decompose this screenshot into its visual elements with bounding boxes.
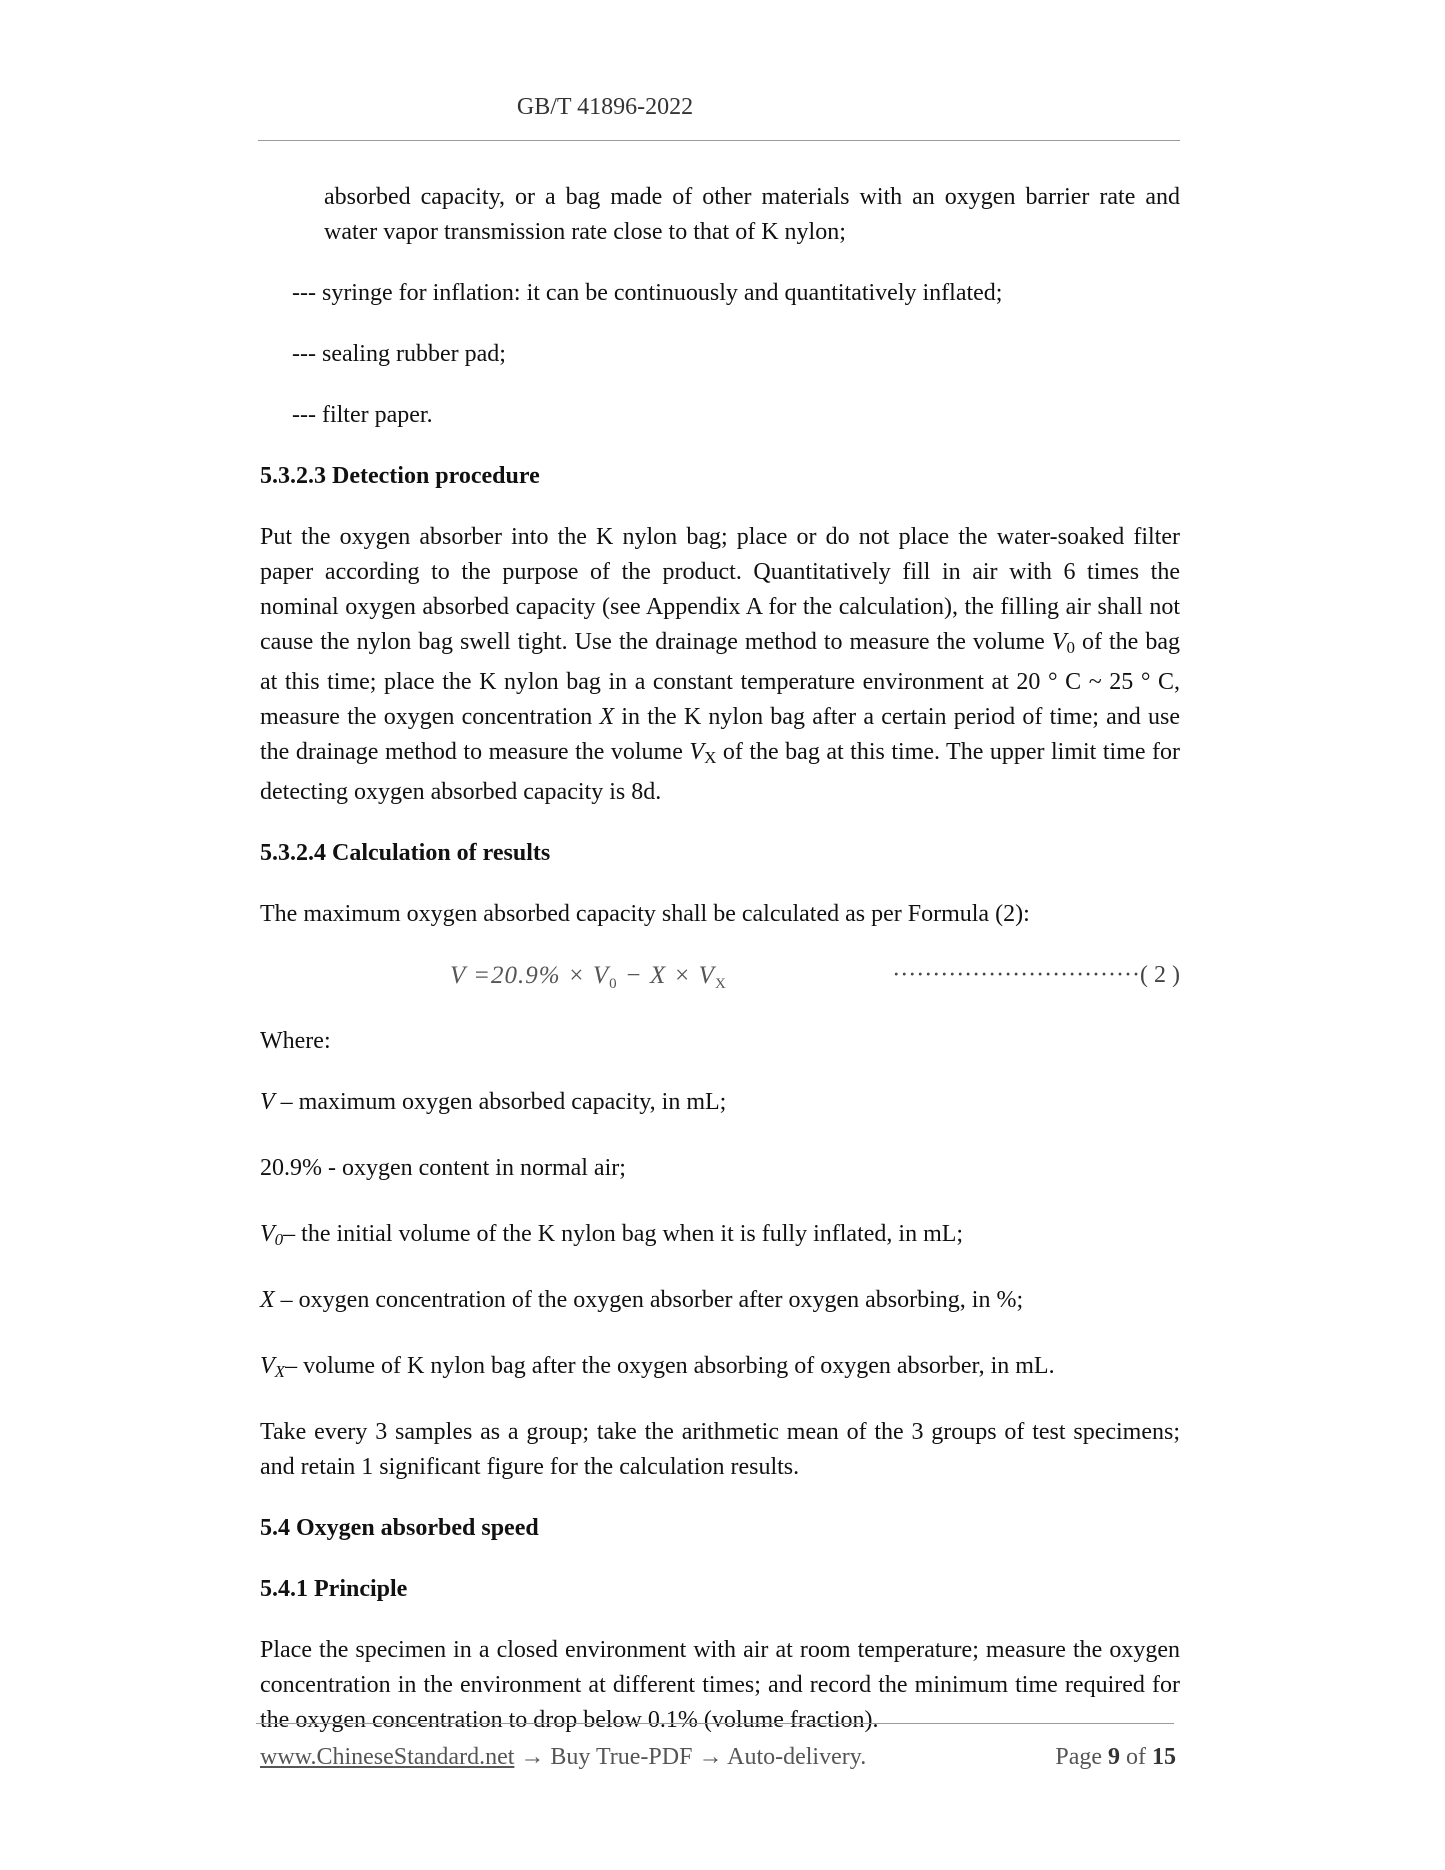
definition-item: V0– the initial volume of the K nylon bag when it is fully inflated, in mL; bbox=[260, 1221, 964, 1249]
list-item: --- syringe for inflation: it can be continuously and quantitatively inflated; bbox=[292, 280, 1003, 306]
definition-item: 20.9% - oxygen content in normal air; bbox=[260, 1155, 626, 1181]
page-header: GB/T 41896-2022 bbox=[516, 94, 694, 120]
section-heading-5-3-2-4: 5.3.2.4 Calculation of results bbox=[260, 840, 551, 866]
footer-tagline: → Buy True-PDF → Auto-delivery. bbox=[514, 1744, 867, 1770]
page-number: Page 9 of 15 bbox=[1055, 1744, 1176, 1770]
header-divider bbox=[258, 140, 1180, 141]
list-item: --- sealing rubber pad; bbox=[292, 341, 506, 367]
formula-expression: $V =20.9\% \times V_0 - X \times V_X$ bbox=[450, 962, 727, 992]
formula-2 bbox=[260, 958, 1180, 1002]
page-footer bbox=[260, 1744, 1176, 1771]
calculation-closing-text: Take every 3 samples as a group; take the arithmetic mean of the 3 groups of test specimens; and retain 1 significant figure for the calculation results. bbox=[260, 1419, 1180, 1480]
document-body bbox=[260, 180, 1180, 1764]
section-heading-5-3-2-3: 5.3.2.3 Detection procedure bbox=[260, 463, 540, 489]
continuation-text: absorbed capacity, or a bag made of other materials with an oxygen barrier rate and water vapor transmission rate close to that of K nylon; bbox=[324, 184, 1180, 245]
formula-number: ·······························( 2 ) bbox=[892, 962, 1180, 988]
definition-item: V – maximum oxygen absorbed capacity, in mL; bbox=[260, 1089, 727, 1115]
formula-intro: The maximum oxygen absorbed capacity shall be calculated as per Formula (2): bbox=[260, 901, 1030, 927]
detection-procedure-text: Put the oxygen absorber into the K nylon bag; place or do not place the water-soaked filter paper according to the purpose of the product. Quantitatively fill in air with 6 times the nominal oxygen absorbed capacity (see Appendix A for the calculation), the filling air shall not cause the nylon bag swell tight. Use the drainage method to measure the volume V0 of the bag at this time; place the K nylon bag in a constant temperature environment at 20 ° C ~ 25 ° C, measure the oxygen concentration X in the K nylon bag after a certain period of time; and use the drainage method to measure the volume VX of the bag at this time. The upper limit time for detecting oxygen absorbed capacity is 8d. bbox=[260, 524, 1181, 805]
website-link[interactable]: www.ChineseStandard.net bbox=[260, 1744, 515, 1770]
definition-item: VX– volume of K nylon bag after the oxygen absorbing of oxygen absorber, in mL. bbox=[260, 1353, 1055, 1381]
list-item: --- filter paper. bbox=[292, 402, 433, 428]
section-heading-5-4-1: 5.4.1 Principle bbox=[260, 1576, 408, 1602]
section-heading-5-4: 5.4 Oxygen absorbed speed bbox=[260, 1515, 539, 1541]
footer-divider bbox=[256, 1723, 1174, 1724]
definition-item: X – oxygen concentration of the oxygen absorber after oxygen absorbing, in %; bbox=[260, 1287, 1024, 1313]
where-label: Where: bbox=[260, 1028, 331, 1054]
principle-text: Place the specimen in a closed environment with air at room temperature; measure the oxygen concentration in the environment at different times; and record the minimum time required for the oxygen concentration to drop below 0.1% (volume fraction). bbox=[260, 1637, 1180, 1733]
